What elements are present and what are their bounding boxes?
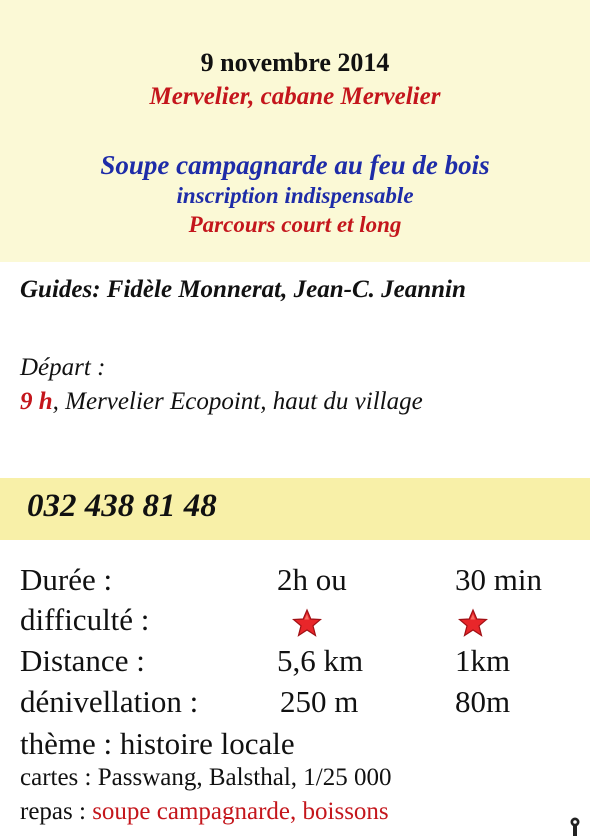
denivellation-label: dénivellation : [20,684,199,719]
event-place: Mervelier, cabane Mervelier [149,83,441,110]
denivellation-value-short: 80m [455,684,511,719]
repas-value: soupe campagnarde, boissons [92,798,389,825]
repas-label: repas : [20,798,93,825]
difficulte-label: difficulté : [20,602,150,637]
event-title: Soupe campagnarde au feu de bois [100,150,490,180]
repas-line [20,798,389,826]
depart-label: Départ : [20,354,106,381]
parcours-note: Parcours court et long [188,212,402,237]
guides-line: Guides: Fidèle Monnerat, Jean-C. Jeannin [20,276,466,303]
pin-icon [566,816,584,836]
duree-label: Durée : [20,562,113,597]
star-icon [292,608,322,638]
theme-line: thème : histoire locale [20,726,295,761]
depart-line [20,388,423,416]
distance-label: Distance : [20,643,145,678]
cartes-line: cartes : Passwang, Balsthal, 1/25 000 [20,764,392,791]
row-distance [0,643,590,683]
duree-value-short: 30 min [455,562,542,597]
inscription-note: inscription indispensable [176,183,414,208]
row-denivellation [0,684,590,724]
star-icon [458,608,488,638]
duree-value-long: 2h ou [277,562,347,597]
denivellation-value-long: 250 m [280,684,359,719]
row-duree [0,562,590,602]
distance-value-short: 1km [455,643,511,678]
depart-time: 9 h [20,388,53,415]
distance-value-long: 5,6 km [277,643,364,678]
phone-number[interactable]: 032 438 81 48 [27,488,217,524]
event-date: 9 novembre 2014 [200,48,390,77]
depart-location: , Mervelier Ecopoint, haut du village [52,388,423,415]
